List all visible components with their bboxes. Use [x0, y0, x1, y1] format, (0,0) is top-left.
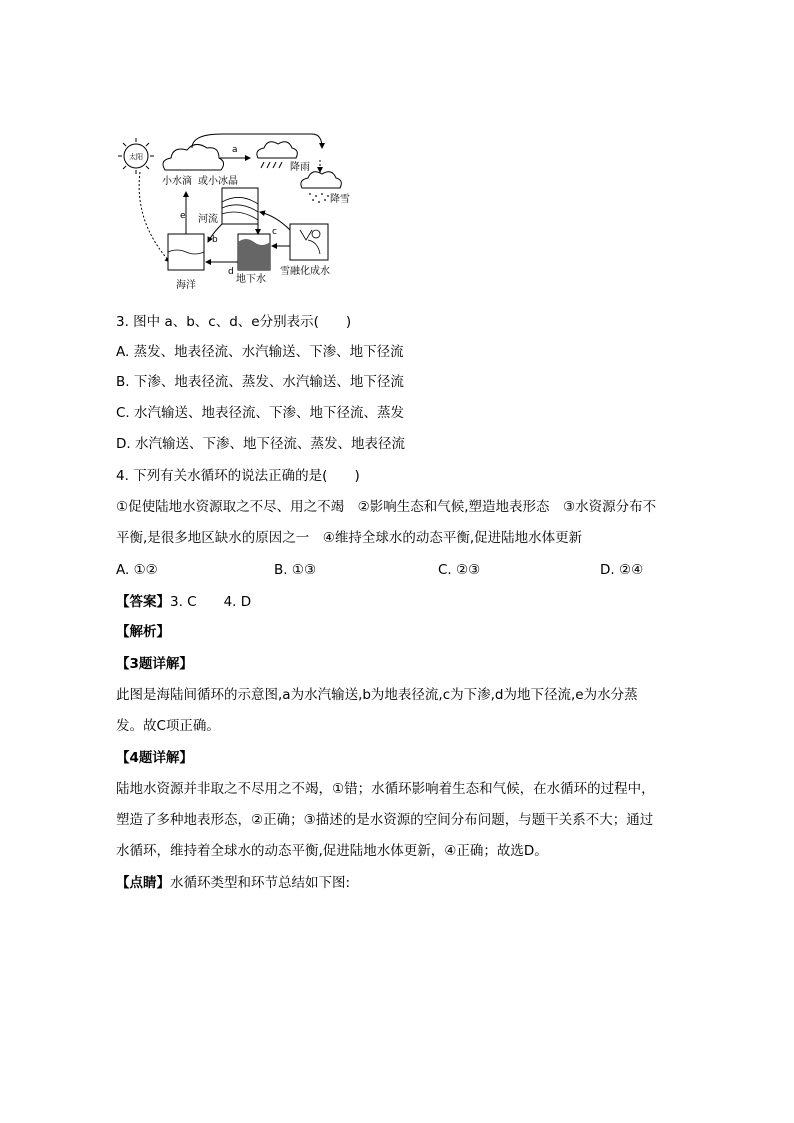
snow-cloud-icon	[301, 172, 341, 188]
q4-option-c: C. ②③	[438, 562, 481, 578]
groundwater-block	[238, 234, 270, 270]
q3-option-d: D. 水汽输送、下渗、地下径流、蒸发、地表径流	[116, 436, 405, 452]
label-b: b	[212, 235, 218, 245]
q4-detail-line3: 水循环，维持着全球水的动态平衡,促进陆地水体更新，④正确；故选D。	[116, 843, 548, 859]
ice-label: 或小冰晶	[198, 176, 238, 187]
ocean-block	[168, 234, 204, 270]
q4-detail-label: 【4题详解】	[116, 750, 193, 766]
tip-text: 水循环类型和环节总结如下图:	[170, 875, 351, 891]
label-e: e	[180, 211, 186, 221]
q4-option-a: A. ①②	[116, 562, 158, 578]
snowmelt-label: 雪融化成水	[280, 266, 330, 277]
river-label: 河流	[198, 214, 218, 225]
water-cycle-svg	[110, 130, 360, 295]
q3-option-c: C. 水汽输送、地表径流、下渗、地下径流、蒸发	[116, 405, 405, 421]
analysis-label: 【解析】	[116, 624, 170, 640]
answer-label: 【答案】	[116, 594, 170, 610]
answer-text: 3. C 4. D	[170, 594, 252, 610]
sun-icon	[118, 138, 154, 174]
water-cycle-diagram	[110, 130, 360, 295]
q4-option-b: B. ①③	[274, 562, 317, 578]
label-a: a	[232, 145, 238, 155]
q4-statement-line2: 平衡,是很多地区缺水的原因之一 ④维持全球水的动态平衡,促进陆地水体更新	[116, 530, 583, 546]
q3-stem: 3. 图中 a、b、c、d、e分别表示( )	[116, 314, 352, 330]
snow-icon	[309, 193, 329, 203]
q4-stem: 4. 下列有关水循环的说法正确的是( )	[116, 468, 360, 484]
rain-icon	[261, 162, 282, 168]
q3-detail-line1: 此图是海陆间循环的示意图,a为水汽输送,b为地表径流,c为下渗,d为地下径流,e为水分蒸	[116, 687, 638, 703]
cloud-icon	[163, 144, 224, 170]
sun-label: 太阳	[129, 153, 143, 161]
river-block	[222, 188, 258, 224]
label-d: d	[228, 267, 234, 277]
droplets-label: 小水滴	[162, 176, 192, 187]
rain-cloud-icon	[257, 142, 297, 158]
q4-detail-line2: 塑造了多种地表形态，②正确；③描述的是水资源的空间分布问题，与题干关系不大；通过	[116, 812, 654, 828]
q3-detail-label: 【3题详解】	[116, 656, 193, 672]
q3-option-a: A. 蒸发、地表径流、水汽输送、下渗、地下径流	[116, 344, 404, 360]
snowmelt-block	[290, 224, 328, 260]
label-c: c	[272, 227, 277, 237]
q3-detail-line2: 发。故C项正确。	[116, 718, 220, 734]
tip-row	[116, 873, 350, 893]
q4-option-d: D. ②④	[600, 562, 644, 578]
snow-label: 降雪	[330, 194, 350, 205]
q4-detail-line1: 陆地水资源并非取之不尽用之不竭，①错；水循环影响着生态和气候，在水循环的过程中，	[116, 781, 655, 797]
groundwater-label: 地下水	[236, 274, 266, 285]
q3-option-b: B. 下渗、地表径流、蒸发、水汽输送、地下径流	[116, 374, 404, 390]
q4-statement-line1: ①促使陆地水资源取之不尽、用之不竭 ②影响生态和气候,塑造地表形态 ③水资源分布不	[116, 499, 657, 515]
rain-label: 降雨	[290, 162, 310, 173]
ocean-label: 海洋	[176, 280, 196, 291]
answer-row	[116, 592, 251, 612]
tip-label: 【点睛】	[116, 875, 170, 891]
